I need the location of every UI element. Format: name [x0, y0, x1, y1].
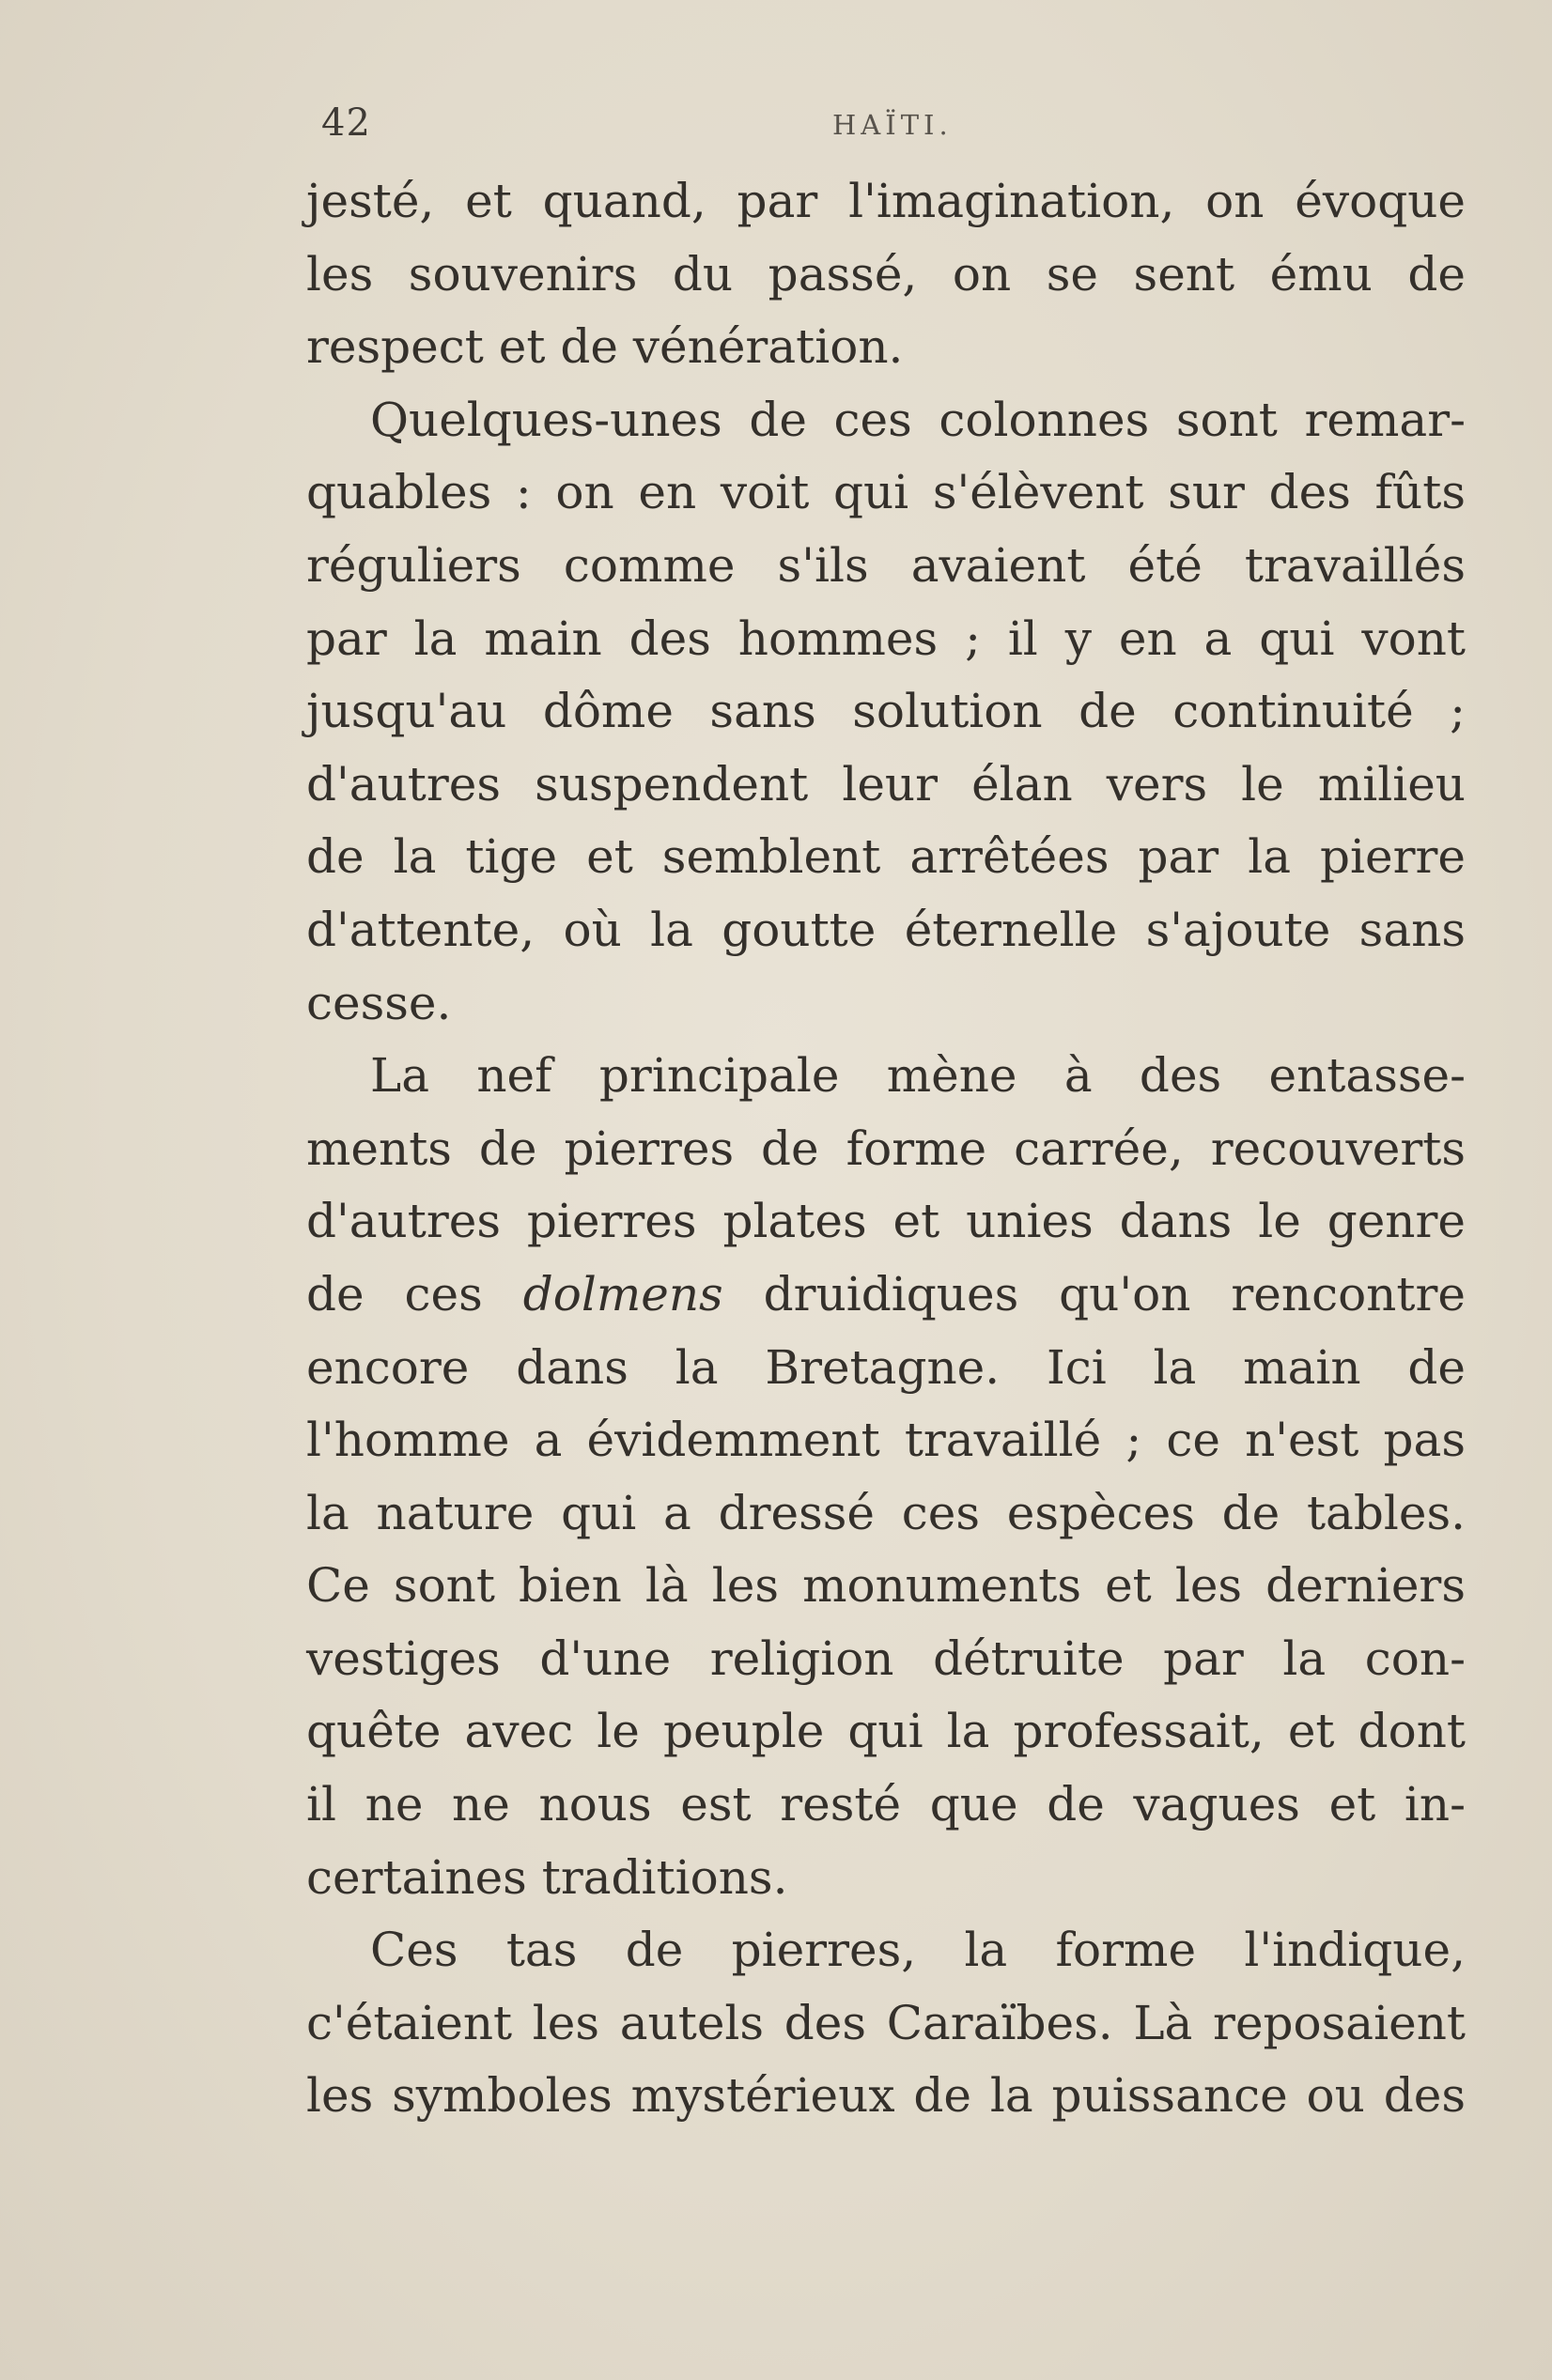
text-line: la nature qui a dressé ces espèces de tables. [306, 1485, 1466, 1540]
text-line: par la main des hommes ; il y en a qui vont [306, 610, 1466, 666]
text-line: jusqu'au dôme sans solution de continuité ; [306, 684, 1466, 739]
text-line: Ces tas de pierres, la forme l'indique, [370, 1923, 1466, 1978]
text-line: encore dans la Bretagne. Ici la main de [306, 1339, 1466, 1395]
text-line: les symboles mystérieux de la puissance ou des [306, 2068, 1466, 2124]
text-line: l'homme a évidemment travaillé ; ce n'est pas [306, 1413, 1466, 1468]
text-line: d'attente, où la goutte éternelle s'ajoute sans [306, 902, 1466, 957]
text-line: vestiges d'une religion détruite par la con- [306, 1630, 1466, 1686]
page-header [306, 101, 1452, 148]
text-line: respect et de vénération. [306, 319, 904, 375]
text-line: cesse. [306, 975, 452, 1030]
text-line: Ce sont bien là les monuments et les derniers [306, 1558, 1466, 1614]
text-line: d'autres suspendent leur élan vers le milieu [306, 756, 1466, 811]
text-line: quables : on en voit qui s'élèvent sur des fûts [306, 465, 1466, 520]
text-line: de la tige et semblent arrêtées par la pierre [306, 829, 1466, 885]
text-line: certaines traditions. [306, 1849, 788, 1905]
text-segment: druidiques qu'on rencontre [763, 1266, 1466, 1321]
running-title: HAÏTI. [832, 109, 953, 141]
text-line: réguliers comme s'ils avaient été travaillés [306, 537, 1466, 593]
page-number: 42 [321, 101, 371, 145]
text-line: les souvenirs du passé, on se sent ému de [306, 246, 1466, 301]
text-line-mixed [306, 1259, 1466, 1332]
body-text [306, 165, 1466, 2133]
text-line: d'autres pierres plates et unies dans le genre [306, 1194, 1466, 1249]
italic-term: dolmens [522, 1266, 723, 1321]
text-segment: de ces [306, 1266, 483, 1321]
text-line: jesté, et quand, par l'imagination, on évoque [306, 174, 1466, 228]
text-line: ments de pierres de forme carrée, recouverts [306, 1120, 1466, 1176]
text-line: quête avec le peuple qui la professait, et dont [306, 1704, 1466, 1759]
text-line: Quelques-unes de ces colonnes sont remar- [370, 392, 1466, 447]
text-line: c'étaient les autels des Caraïbes. Là reposaient [306, 1995, 1466, 2050]
text-line: La nef principale mène à des entasse- [370, 1048, 1466, 1104]
text-line: il ne ne nous est resté que de vagues et in- [306, 1777, 1466, 1832]
